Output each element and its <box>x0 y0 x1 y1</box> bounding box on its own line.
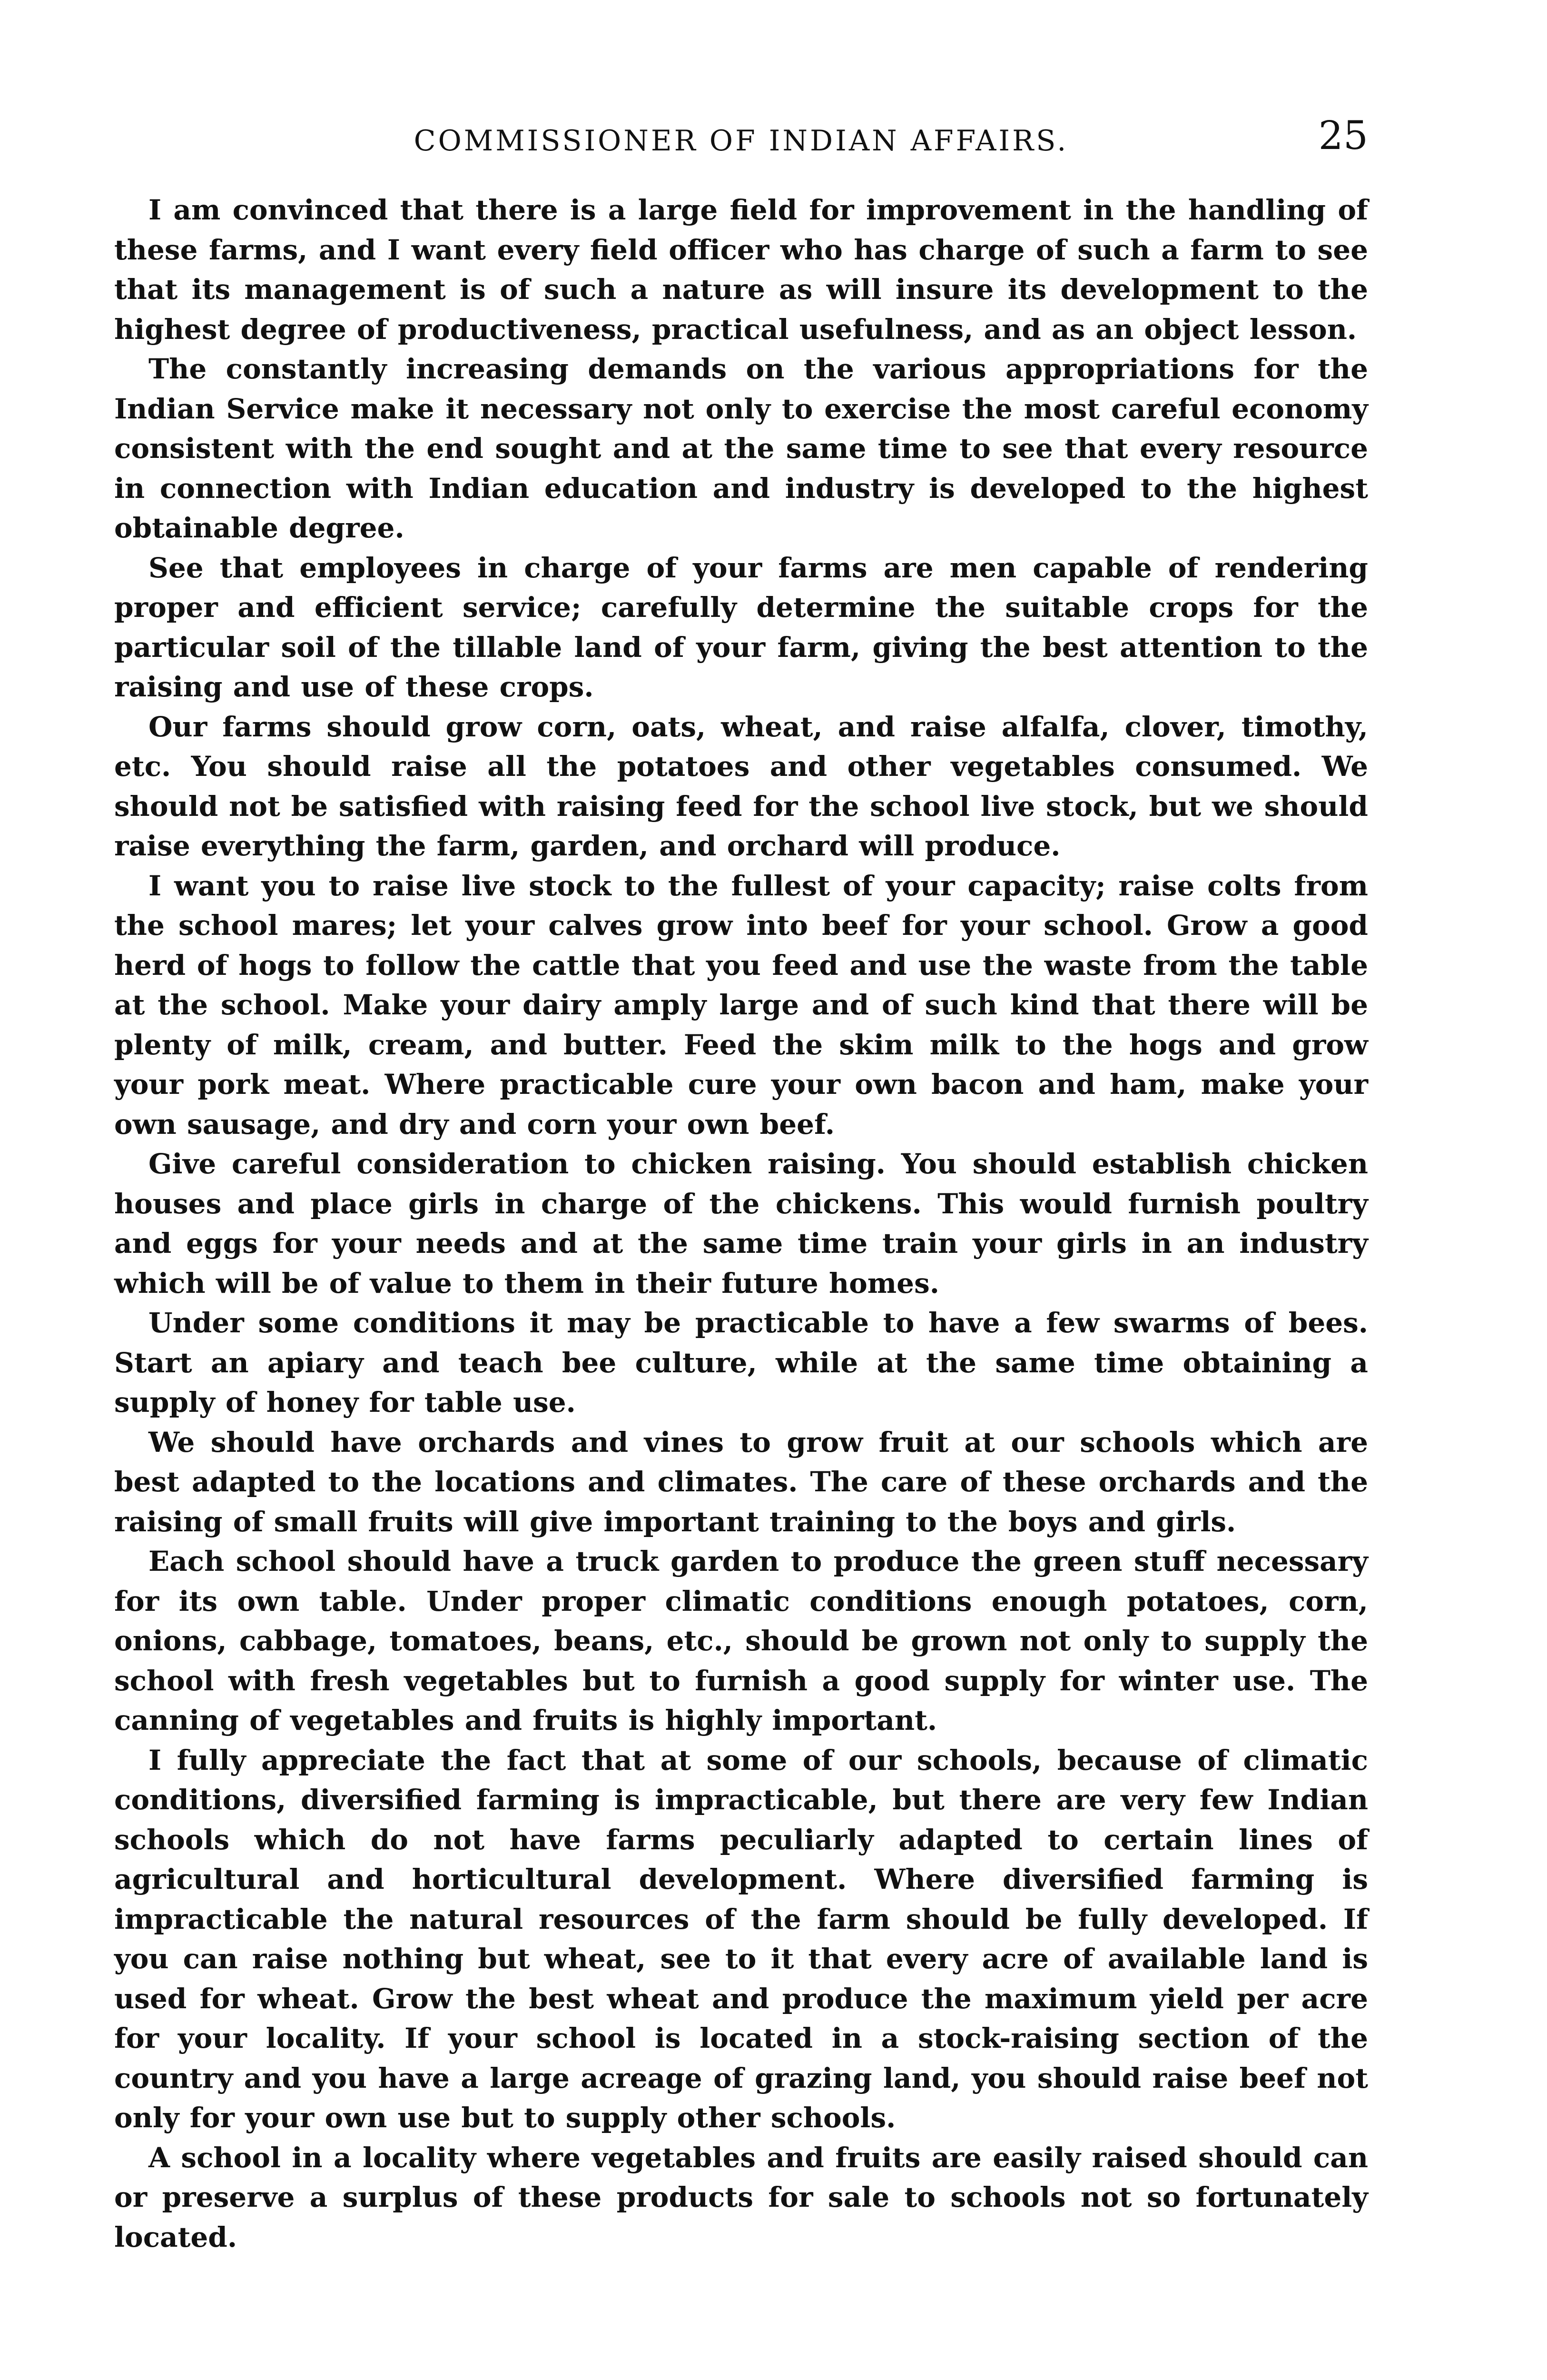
paragraph-8: We should have orchards and vines to grow fruit at our schools which are best adapted to the locations and climates. The care of these orchards and the raising of small fruits will give important training to the boys and girls. <box>114 1426 1368 1538</box>
running-head: COMMISSIONER OF INDIAN AFFAIRS. <box>414 124 1069 158</box>
body-text <box>114 190 1368 2257</box>
paragraph-10: I fully appreciate the fact that at some of our schools, because of climatic conditions, diversified farming is impracticable, but there are very few Indian schools which do not have farms peculiarly adapted to certain lines of agricultural and horticultural development. Where diversified farming is impracticable the natural resources of the farm should be fully developed. If you can raise nothing but wheat, see to it that every acre of available land is used for wheat. Grow the best wheat and produce the maximum yield per acre for your locality. If your school is located in a stock-raising section of the country and you have a large acreage of grazing land, you should raise beef not only for your own use but to supply other schools. <box>114 1744 1368 2134</box>
page-header <box>114 112 1368 165</box>
paragraph-7: Under some conditions it may be practicable to have a few swarms of bees. Start an apiary and teach bee culture, while at the same time obtaining a supply of honey for table use. <box>114 1307 1368 1418</box>
paragraph-11: A school in a locality where vegetables and fruits are easily raised should can or preserve a surplus of these products for sale to schools not so fortunately located. <box>114 2141 1368 2253</box>
page-number: 25 <box>1318 113 1368 159</box>
paragraph-1: I am convinced that there is a large field for improvement in the handling of these farms, and I want every field officer who has charge of such a farm to see that its management is of such a nature as will insure its development to the highest degree of productiveness, practical usefulness, and as an object lesson. <box>114 194 1368 346</box>
paragraph-9: Each school should have a truck garden to produce the green stuff necessary for its own table. Under proper climatic conditions enough potatoes, corn, onions, cabbage, tomatoes, beans, etc., should be grown not only to supply the school with fresh vegetables but to furnish a good supply for winter use. The canning of vegetables and fruits is highly important. <box>114 1545 1368 1736</box>
paragraph-5: I want you to raise live stock to the fullest of your capacity; raise colts from the school mares; let your calves grow into beef for your school. Grow a good herd of hogs to follow the cattle that you feed and use the waste from the table at the school. Make your dairy amply large and of such kind that there will be plenty of milk, cream, and butter. Feed the skim milk to the hogs and grow your pork meat. Where practicable cure your own bacon and ham, make your own sausage, and dry and corn your own beef. <box>114 869 1368 1140</box>
paragraph-6: Give careful consideration to chicken raising. You should establish chicken houses and place girls in charge of the chickens. This would furnish poultry and eggs for your needs and at the same time train your girls in an industry which will be of value to them in their future homes. <box>114 1148 1368 1299</box>
paragraph-3: See that employees in charge of your farms are men capable of rendering proper and efficient service; carefully determine the suitable crops for the particular soil of the tillable land of your farm, giving the best attention to the raising and use of these crops. <box>114 551 1368 703</box>
paragraph-2: The constantly increasing demands on the various appropriations for the Indian Service make it necessary not only to exercise the most careful economy consistent with the end sought and at the same time to see that every resource in connection with Indian education and industry is developed to the highest obtainable degree. <box>114 353 1368 544</box>
paragraph-4: Our farms should grow corn, oats, wheat, and raise alfalfa, clover, timothy, etc. You should raise all the potatoes and other vegetables consumed. We should not be satisfied with raising feed for the school live stock, but we should raise everything the farm, garden, and orchard will produce. <box>114 710 1368 862</box>
